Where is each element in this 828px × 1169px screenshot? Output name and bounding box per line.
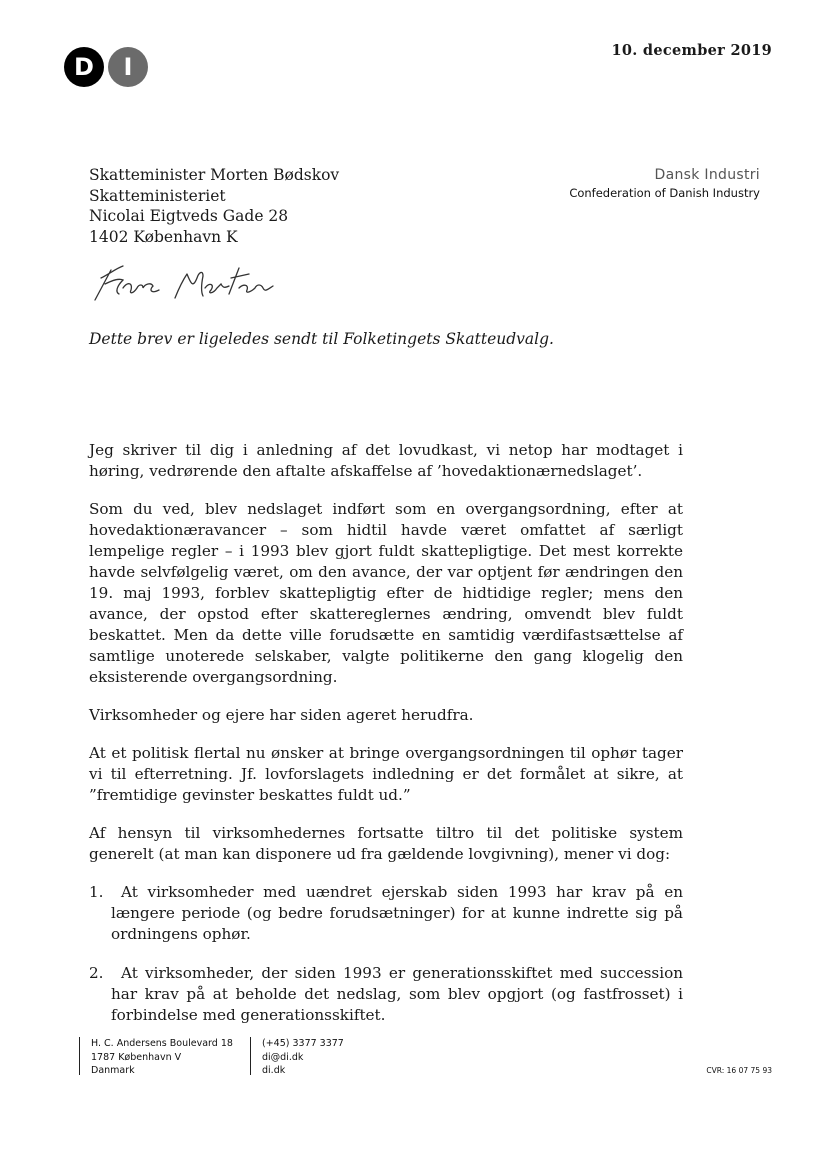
demands-list <box>89 882 683 1026</box>
list-text: At virksomheder, der siden 1993 er generationsskiftet med succession har krav på at beholde det nedslag, som blev opgjort (og fastfrosset) i forbindelse med generationsskiftet. <box>111 964 683 1024</box>
body-paragraph: Som du ved, blev nedslaget indført som en overgangsordning, efter at hovedaktionæravancer – som hidtil havde været omfattet af særligt lempelige regler – i 1993 blev gjort fuldt skattepligtige. Det mest korrekte havde selvfølgelig været, om den avance, der var optjent før ændringen den 19. maj 1993, forblev skattepligtig efter de hidtidige regler; mens den avance, der opstod efter skattereglernes ændring, omvendt blev fuldt beskattet. Men da dette ville forudsætte en samtidig værdifastsættelse af samtlige unoterede selskaber, valgte politikerne den gang klogelig den eksisterende overgangsordning. <box>89 500 683 686</box>
footer-address-line: H. C. Andersens Boulevard 18 <box>91 1038 233 1049</box>
list-number: 2. <box>89 964 104 982</box>
di-logo <box>64 47 154 87</box>
letter-body <box>89 440 683 1044</box>
footer-cvr: CVR: 16 07 75 93 <box>706 1066 772 1075</box>
logo-letter-i: I <box>108 47 148 87</box>
footer-website: di.dk <box>262 1065 286 1076</box>
body-paragraph: Af hensyn til virksomhedernes fortsatte tiltro til det politiske system generelt (at man kan disponere ud fra gældende lovgivning), mener vi dog: <box>89 824 683 863</box>
body-paragraph: Jeg skriver til dig i anledning af det lovudkast, vi netop har modtaget i høring, vedrørende den aftalte afskaffelse af ’hovedaktionærnedslaget’. <box>89 441 683 480</box>
recipient-line: Nicolai Eigtveds Gade 28 <box>89 207 289 225</box>
list-text: At virksomheder med uændret ejerskab siden 1993 har krav på en længere periode (og bedre forudsætninger) for at kunne indrette sig på ordningens ophør. <box>111 883 683 943</box>
list-number: 1. <box>89 883 104 901</box>
cc-note: Dette brev er ligeledes sendt til Folketingets Skatteudvalg. <box>89 330 554 348</box>
footer-contact <box>250 1037 344 1075</box>
recipient-address <box>89 165 339 247</box>
list-item <box>89 882 683 945</box>
list-item <box>89 963 683 1026</box>
logo-letter-d: D <box>64 47 104 87</box>
sender-name: Dansk Industri <box>654 167 760 183</box>
body-paragraph: At et politisk flertal nu ønsker at bringe overgangsordningen til ophør tager vi til efterretning. Jf. lovforslagets indledning er det formålet at sikre, at ”fremtidige gevinster beskattes fuldt ud.” <box>89 744 683 804</box>
footer-address <box>79 1037 233 1075</box>
recipient-line: Skatteminister Morten Bødskov <box>89 166 340 184</box>
handwritten-greeting <box>89 258 289 308</box>
recipient-line: Skatteministeriet <box>89 186 226 205</box>
sender-block <box>569 167 760 200</box>
footer-email: di@di.dk <box>262 1051 304 1063</box>
footer-phone: (+45) 3377 3377 <box>262 1038 344 1049</box>
body-paragraph: Virksomheder og ejere har siden ageret herudfra. <box>89 706 474 724</box>
footer-address-line: Danmark <box>91 1065 135 1076</box>
letter-date: 10. december 2019 <box>611 42 772 59</box>
sender-subtitle: Confederation of Danish Industry <box>569 186 760 200</box>
recipient-line: 1402 København K <box>89 227 238 246</box>
footer-address-line: 1787 København V <box>91 1051 182 1063</box>
